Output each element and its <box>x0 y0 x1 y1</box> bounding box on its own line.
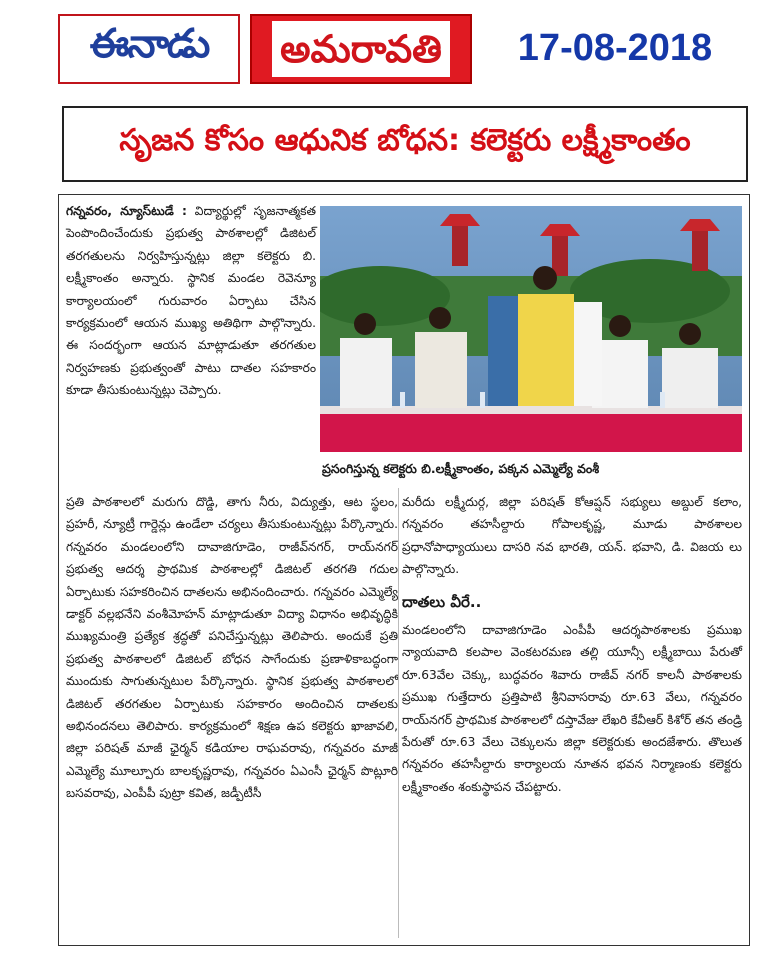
column-divider <box>398 488 399 938</box>
article-column-1-bottom <box>66 491 398 805</box>
photo-caption: ప్రసంగిస్తున్న కలెక్టరు బి.లక్ష్మీకాంతం, పక్కన ఎమ్మెల్యే వంశీ <box>322 461 600 476</box>
eenadu-logo: ఈనాడు <box>58 14 240 84</box>
edition-name: అమరావతి <box>272 21 450 77</box>
article-text-intro: విద్యార్థుల్లో సృజనాత్మకత పెంపొందించేందుకు ప్రభుత్వ పాఠశాలల్లో డిజిటల్ తరగతులను నిర్వహిస్తున్నట్లు జిల్లా కలెక్టరు బి. లక్ష్మీకాంతం అన్నారు. స్థానిక మండల రెవెన్యూ కార్యాలయంలో గురువారం ఏర్పాటు చేసిన కార్యక్రమంలో ఆయన ముఖ్య అతిథిగా పాల్గొన్నారు. ఈ సందర్భంగా ఆయన మాట్లాడుతూ తరగతుల నిర్వహణకు ప్రభుత్వంతో పాటు దాతల సహకారం కూడా తీసుకుంటున్నట్లు చెప్పారు. <box>66 204 316 398</box>
article-text-attendees: మరీదు లక్ష్మీదుర్గ, జిల్లా పరిషత్ కోఆప్షన్ సభ్యులు అబ్దుల్ కలాం, గన్నవరం తహసీల్దారు గోపాలకృష్ణ, మూడు పాఠశాలల ప్రధానోపాధ్యాయులు దాసరి నవ భారతి, యన్. భవాని, డి. విజయ లు పాల్గొన్నారు. <box>402 495 742 577</box>
headline: సృజన కోసం ఆధునిక బోధన: కలెక్టరు లక్ష్మీకాంతం <box>62 106 748 182</box>
article-column-2 <box>402 491 742 798</box>
publication-date: 17-08-2018 <box>517 26 713 69</box>
event-photo-image <box>320 206 742 452</box>
article-text-main: ప్రతి పాఠశాలలో మరుగు దొడ్డి, తాగు నీరు, విద్యుత్తు, ఆట స్థలం, ప్రహరీ, న్యూట్రీ గార్డెన్లు ఉండేలా చర్యలు తీసుకుంటున్నట్లు పేర్కొన్నారు. గన్నవరం మండలంలోని దావాజిగూడెం, రాజీవ్‌నగర్, రాయ్‌నగర్ ప్రభుత్వ ఆదర్శ ప్రాథమిక పాఠశాలల్లో డిజిటల్ తరగతి గదుల ఏర్పాటుకు సహకరించిన దాతలను అభినందించారు. గన్నవరం ఎమ్మెల్యే డాక్టర్ వల్లభనేని వంశీమోహన్ మాట్లాడుతూ విద్యా విధానం అభివృద్ధికి ముఖ్యమంత్రి ప్రత్యేక శ్రద్ధతో పనిచేస్తున్నట్లు తెలిపారు. అందుకే ప్రతి ప్రభుత్వ పాఠశాలలో డిజిటల్ బోధన సాగేందుకు ప్రణాళికాబద్ధంగా ముందుకు సాగుతున్నటుల పేర్కొన్నారు. స్థానిక ప్రభుత్వ పాఠశాలలో డిజిటల్ తరగతుల ఏర్పాటుకు సహకారం అందించిన దాతలకు అభినందనలు తెలిపారు. కార్యక్రమంలో శిక్షణ ఉప కలెక్టరు ఖాజావలి, జిల్లా పరిషత్ మాజీ ఛైర్మన్ కడియాల రాఘవరావు, గన్నవరం మాజీ ఎమ్మెల్యే మూల్పూరు బాలకృష్ణరావు, గన్నవరం ఏఎంసీ ఛైర్మన్ పొట్లూరి బసవరావు, ఎంపీపీ పుట్రా కవిత, జడ్పీటీసీ <box>66 495 398 801</box>
article-column-1-top <box>66 200 316 402</box>
donors-subheading: దాతలు వీరే.. <box>402 592 482 611</box>
edition-logo <box>250 14 472 84</box>
dateline: గన్నవరం, న్యూస్‌టుడే : <box>66 204 187 218</box>
event-photo <box>320 206 742 452</box>
article-text-donors: మండలంలోని దావాజిగూడెం ఎంపీపీ ఆదర్శపాఠశాలకు ప్రముఖ న్యాయవాది కలపాల వెంకటరమణ తల్లి యూన్సీ లక్ష్మీబాయి పేరుతో రూ.63వేల చెక్కు, బుద్ధవరం శివారు రాజీవ్ నగర్ కాలనీ పాఠశాలకు ప్రముఖ గుత్తేదారు ప్రత్తిపాటి శ్రీనివాసరావు రూ.63 వేలు, గన్నవరం రాయ్‌నగర్ ప్రాథమిక పాఠశాలలో దస్తావేజు లేఖరి కేవీఆర్ కిశోర్ తన తండ్రి పేరుతో రూ.63 వేలు చెక్కులను జిల్లా కలెక్టరుకు అందజేశారు. తొలుత గన్నవరం తహసీల్దారు కార్యాలయ నూతన భవన నిర్మాణంకు కలెక్టరు లక్ష్మీకాంతం శంకుస్థాపన చేపట్టారు. <box>402 623 742 794</box>
